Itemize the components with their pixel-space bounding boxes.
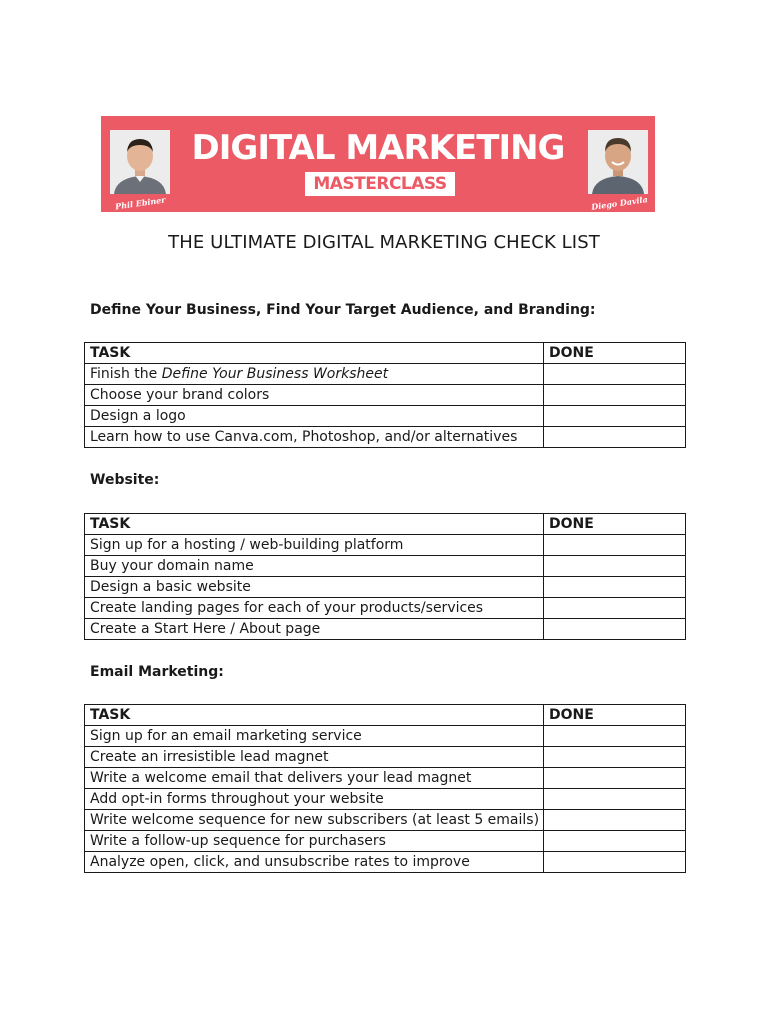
done-cell[interactable] <box>544 406 686 427</box>
done-cell[interactable] <box>544 577 686 598</box>
task-cell: Create landing pages for each of your products/services <box>85 598 544 619</box>
table-row <box>85 364 686 385</box>
table-row <box>85 577 686 598</box>
done-cell[interactable] <box>544 535 686 556</box>
done-cell[interactable] <box>544 598 686 619</box>
column-header-done: DONE <box>544 514 686 535</box>
column-header-task: TASK <box>85 514 544 535</box>
task-cell: Create a Start Here / About page <box>85 619 544 640</box>
table-row <box>85 810 686 831</box>
table-row <box>85 747 686 768</box>
done-cell[interactable] <box>544 726 686 747</box>
table-row <box>85 598 686 619</box>
table-header-row <box>85 705 686 726</box>
table-row <box>85 427 686 448</box>
instructor-signature-left: Phil Ebiner <box>114 194 166 212</box>
done-cell[interactable] <box>544 789 686 810</box>
task-cell: Learn how to use Canva.com, Photoshop, and/or alternatives <box>85 427 544 448</box>
task-text: Finish the <box>90 366 162 382</box>
section-heading-email-marketing: Email Marketing: <box>90 664 224 680</box>
done-cell[interactable] <box>544 364 686 385</box>
table-row <box>85 385 686 406</box>
task-cell <box>85 364 544 385</box>
table-row <box>85 789 686 810</box>
table-row <box>85 831 686 852</box>
column-header-task: TASK <box>85 343 544 364</box>
task-cell: Create an irresistible lead magnet <box>85 747 544 768</box>
task-cell: Analyze open, click, and unsubscribe rates to improve <box>85 852 544 873</box>
masterclass-banner <box>101 116 655 212</box>
task-cell: Write a follow-up sequence for purchasers <box>85 831 544 852</box>
column-header-task: TASK <box>85 705 544 726</box>
done-cell[interactable] <box>544 619 686 640</box>
checklist-table-branding <box>84 342 686 448</box>
task-cell: Buy your domain name <box>85 556 544 577</box>
table-row <box>85 619 686 640</box>
table-row <box>85 406 686 427</box>
table-header-row <box>85 343 686 364</box>
table-row <box>85 556 686 577</box>
checklist-table-email-marketing <box>84 704 686 873</box>
done-cell[interactable] <box>544 831 686 852</box>
instructor-photo-left <box>110 130 170 194</box>
table-row <box>85 726 686 747</box>
section-heading-branding: Define Your Business, Find Your Target Audience, and Branding: <box>90 302 596 318</box>
column-header-done: DONE <box>544 343 686 364</box>
table-row <box>85 768 686 789</box>
done-cell[interactable] <box>544 768 686 789</box>
table-header-row <box>85 514 686 535</box>
checklist-table-website <box>84 513 686 640</box>
worksheet-title: Define Your Business Worksheet <box>161 366 389 382</box>
instructor-photo-right <box>588 130 648 194</box>
column-header-done: DONE <box>544 705 686 726</box>
task-cell: Design a logo <box>85 406 544 427</box>
instructor-signature-right: Diego Davila <box>590 194 649 212</box>
task-cell: Write welcome sequence for new subscribers (at least 5 emails) <box>85 810 544 831</box>
done-cell[interactable] <box>544 385 686 406</box>
done-cell[interactable] <box>544 747 686 768</box>
task-cell: Add opt-in forms throughout your website <box>85 789 544 810</box>
section-heading-website: Website: <box>90 472 160 488</box>
banner-subtitle: MASTERCLASS <box>305 172 455 196</box>
table-row <box>85 535 686 556</box>
task-cell: Sign up for a hosting / web-building platform <box>85 535 544 556</box>
done-cell[interactable] <box>544 556 686 577</box>
done-cell[interactable] <box>544 427 686 448</box>
banner-title: DIGITAL MARKETING <box>191 128 565 168</box>
task-cell: Design a basic website <box>85 577 544 598</box>
done-cell[interactable] <box>544 852 686 873</box>
document-title: THE ULTIMATE DIGITAL MARKETING CHECK LIST <box>168 232 600 253</box>
task-cell: Sign up for an email marketing service <box>85 726 544 747</box>
task-cell: Write a welcome email that delivers your lead magnet <box>85 768 544 789</box>
done-cell[interactable] <box>544 810 686 831</box>
task-cell: Choose your brand colors <box>85 385 544 406</box>
table-row <box>85 852 686 873</box>
